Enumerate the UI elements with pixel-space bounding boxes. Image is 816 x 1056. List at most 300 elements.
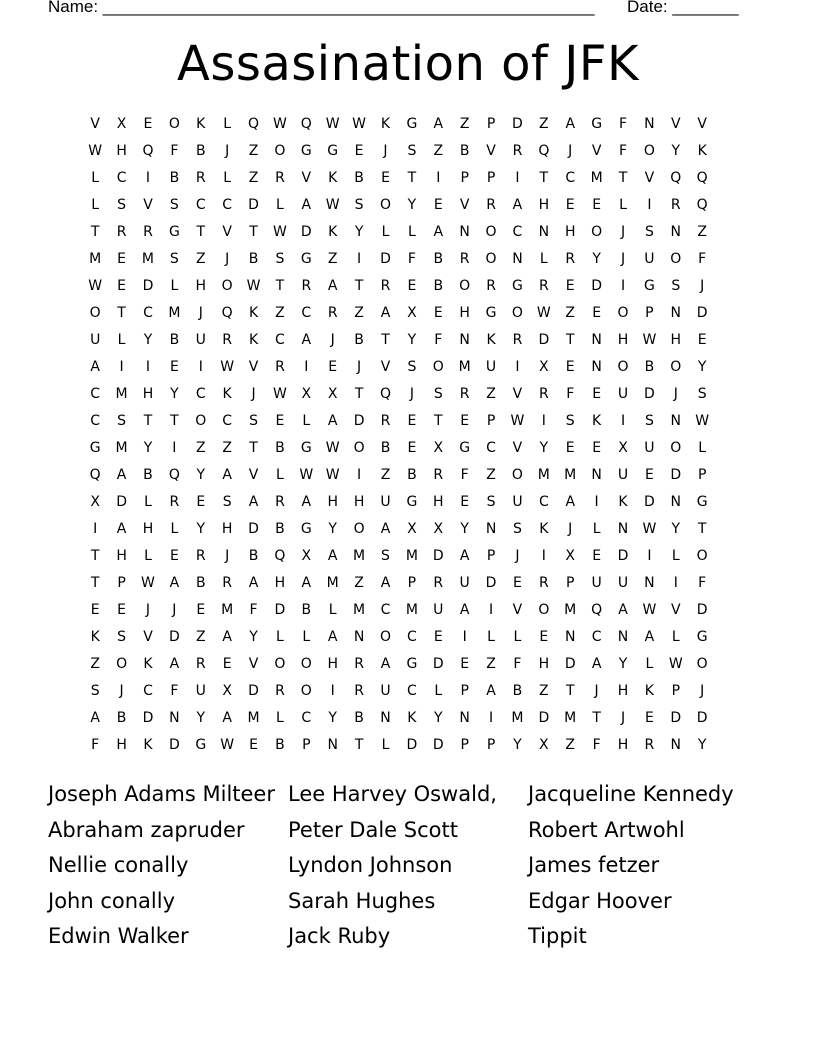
- grid-letter: P: [671, 683, 681, 699]
- grid-letter: K: [143, 656, 153, 672]
- grid-letter: D: [696, 305, 708, 321]
- grid-letter: Z: [697, 224, 707, 240]
- grid-letter: L: [91, 197, 100, 213]
- grid-letter: M: [168, 305, 181, 321]
- grid-row: [82, 165, 742, 192]
- grid-letter: R: [222, 575, 233, 591]
- grid-letter: C: [591, 629, 602, 645]
- grid-letter: T: [354, 278, 364, 294]
- grid-letter: R: [275, 683, 285, 699]
- grid-letter: K: [328, 170, 338, 186]
- grid-row: [82, 570, 742, 597]
- grid-letter: O: [353, 440, 365, 456]
- grid-letter: W: [642, 521, 657, 537]
- grid-letter: E: [433, 197, 443, 213]
- grid-letter: N: [644, 116, 655, 132]
- grid-letter: Y: [618, 656, 628, 672]
- grid-letter: J: [515, 548, 520, 564]
- grid-letter: H: [142, 521, 154, 537]
- grid-letter: J: [251, 386, 256, 402]
- grid-letter: H: [538, 197, 550, 213]
- grid-letter: O: [459, 278, 471, 294]
- grid-letter: F: [460, 467, 469, 483]
- word-list-item: Robert Artwohl: [528, 817, 685, 842]
- grid-letter: E: [644, 467, 654, 483]
- grid-letter: O: [617, 305, 629, 321]
- grid-letter: R: [275, 494, 285, 510]
- grid-row: [82, 327, 742, 354]
- grid-letter: T: [354, 737, 364, 753]
- grid-row: [82, 516, 742, 543]
- grid-letter: O: [274, 656, 286, 672]
- grid-letter: Q: [274, 548, 286, 564]
- grid-letter: N: [644, 575, 655, 591]
- grid-letter: Y: [354, 224, 364, 240]
- grid-letter: A: [459, 548, 470, 564]
- grid-letter: U: [380, 683, 391, 699]
- grid-letter: M: [141, 251, 155, 267]
- grid-letter: H: [617, 683, 629, 699]
- grid-letter: I: [172, 440, 177, 456]
- grid-letter: T: [354, 386, 364, 402]
- word-list-item: Lyndon Johnson: [288, 853, 453, 877]
- grid-letter: Z: [565, 737, 576, 753]
- grid-letter: A: [591, 656, 602, 672]
- grid-row: [82, 246, 742, 273]
- grid-letter: T: [565, 683, 575, 699]
- name-field: Name: ____________________________________________________: [48, 0, 595, 16]
- grid-letter: O: [300, 683, 312, 699]
- grid-letter: P: [486, 413, 496, 429]
- grid-letter: S: [486, 494, 496, 510]
- grid-letter: W: [141, 575, 155, 591]
- grid-letter: K: [328, 224, 338, 240]
- grid-letter: Y: [671, 143, 681, 159]
- grid-letter: H: [327, 494, 338, 510]
- grid-letter: B: [143, 467, 153, 483]
- grid-letter: C: [222, 413, 233, 429]
- grid-letter: O: [353, 521, 365, 537]
- word-list-item: Jack Ruby: [288, 924, 391, 948]
- grid-letter: P: [407, 575, 417, 591]
- grid-row: [82, 111, 742, 138]
- grid-letter: R: [486, 278, 496, 294]
- grid-letter: B: [354, 710, 364, 726]
- grid-letter: V: [222, 224, 232, 240]
- grid-letter: F: [434, 332, 443, 348]
- grid-letter: O: [300, 656, 312, 672]
- grid-row: [82, 381, 742, 408]
- grid-letter: N: [617, 629, 629, 645]
- grid-letter: R: [565, 251, 576, 267]
- grid-letter: E: [513, 575, 522, 591]
- grid-row: [82, 435, 742, 462]
- grid-letter: O: [485, 251, 497, 267]
- grid-letter: A: [512, 197, 523, 213]
- grid-letter: O: [538, 602, 550, 618]
- grid-row: [82, 732, 742, 759]
- grid-letter: P: [460, 683, 469, 699]
- grid-letter: H: [327, 656, 338, 672]
- grid-letter: A: [222, 710, 232, 726]
- grid-letter: R: [275, 359, 285, 375]
- grid-letter: L: [91, 170, 100, 186]
- grid-letter: U: [195, 683, 206, 699]
- grid-letter: Y: [671, 521, 681, 537]
- grid-letter: L: [223, 116, 232, 132]
- grid-letter: T: [275, 278, 285, 294]
- grid-letter: K: [618, 494, 628, 510]
- grid-letter: E: [169, 548, 179, 564]
- grid-letter: R: [301, 278, 312, 294]
- grid-letter: D: [380, 251, 391, 267]
- word-list-item: Tippit: [528, 924, 587, 948]
- grid-letter: F: [698, 251, 707, 267]
- grid-letter: G: [300, 440, 312, 456]
- grid-letter: G: [696, 629, 708, 645]
- grid-letter: F: [170, 683, 179, 699]
- grid-letter: D: [432, 656, 444, 672]
- grid-letter: T: [539, 170, 549, 186]
- grid-letter: H: [353, 494, 365, 510]
- grid-letter: H: [670, 332, 682, 348]
- grid-letter: N: [670, 305, 682, 321]
- grid-letter: A: [380, 656, 391, 672]
- grid-letter: J: [198, 305, 203, 321]
- grid-letter: J: [620, 251, 626, 267]
- grid-letter: Q: [696, 170, 708, 186]
- grid-letter: V: [671, 116, 681, 132]
- grid-letter: D: [644, 386, 655, 402]
- grid-letter: A: [433, 116, 444, 132]
- grid-letter: S: [354, 197, 364, 213]
- grid-letter: X: [618, 440, 628, 456]
- grid-letter: V: [512, 386, 523, 402]
- grid-letter: Z: [433, 143, 444, 159]
- grid-letter: Q: [300, 116, 312, 132]
- grid-letter: N: [670, 737, 682, 753]
- grid-letter: E: [407, 278, 417, 294]
- grid-letter: V: [459, 197, 470, 213]
- grid-letter: Q: [379, 386, 391, 402]
- grid-letter: M: [326, 575, 339, 591]
- grid-letter: I: [620, 413, 626, 429]
- grid-letter: T: [592, 710, 601, 726]
- grid-letter: Z: [539, 116, 549, 132]
- grid-letter: E: [592, 386, 602, 402]
- grid-letter: L: [302, 629, 311, 645]
- grid-letter: A: [486, 683, 496, 699]
- grid-letter: K: [248, 305, 259, 321]
- grid-letter: M: [590, 170, 603, 186]
- grid-letter: S: [407, 143, 417, 159]
- grid-letter: D: [696, 602, 708, 618]
- grid-letter: W: [325, 467, 340, 483]
- grid-letter: M: [405, 602, 418, 618]
- grid-letter: J: [119, 683, 124, 699]
- grid-letter: J: [357, 359, 362, 375]
- grid-letter: D: [300, 224, 312, 240]
- grid-letter: H: [195, 278, 207, 294]
- grid-letter: N: [169, 710, 180, 726]
- grid-letter: C: [380, 602, 391, 618]
- grid-letter: Q: [89, 467, 101, 483]
- grid-letter: R: [116, 224, 127, 240]
- grid-letter: L: [276, 629, 284, 645]
- grid-letter: L: [645, 656, 654, 672]
- grid-letter: U: [512, 494, 523, 510]
- grid-letter: S: [117, 413, 127, 429]
- grid-letter: A: [644, 629, 655, 645]
- grid-letter: L: [117, 332, 126, 348]
- grid-letter: I: [462, 629, 467, 645]
- word-list-item: Nellie conally: [48, 853, 189, 877]
- grid-letter: V: [90, 116, 100, 132]
- grid-letter: W: [88, 143, 103, 159]
- grid-letter: E: [117, 278, 127, 294]
- grid-letter: Y: [143, 332, 153, 348]
- grid-letter: C: [275, 332, 285, 348]
- grid-letter: E: [196, 494, 206, 510]
- word-list-item: Edgar Hoover: [528, 888, 672, 913]
- grid-letter: Q: [591, 602, 603, 618]
- grid-letter: T: [697, 521, 707, 537]
- grid-letter: K: [196, 116, 206, 132]
- grid-letter: A: [169, 656, 180, 672]
- grid-letter: I: [93, 521, 98, 537]
- grid-letter: T: [618, 170, 628, 186]
- grid-letter: R: [433, 467, 444, 483]
- grid-letter: Q: [168, 467, 180, 483]
- grid-letter: V: [301, 170, 312, 186]
- grid-letter: O: [168, 116, 180, 132]
- grid-letter: I: [515, 170, 520, 186]
- grid-letter: E: [697, 332, 707, 348]
- grid-letter: M: [115, 440, 128, 456]
- grid-letter: L: [381, 224, 390, 240]
- grid-letter: T: [143, 413, 153, 429]
- grid-letter: F: [592, 737, 601, 753]
- grid-letter: L: [276, 197, 284, 213]
- grid-letter: L: [170, 521, 179, 537]
- grid-letter: R: [670, 197, 681, 213]
- grid-letter: S: [697, 386, 707, 402]
- grid-letter: S: [90, 683, 100, 699]
- grid-letter: G: [643, 278, 655, 294]
- grid-letter: T: [117, 305, 126, 321]
- grid-letter: N: [591, 332, 602, 348]
- grid-row: [82, 138, 742, 165]
- grid-letter: R: [195, 170, 206, 186]
- grid-letter: M: [564, 710, 577, 726]
- grid-letter: R: [512, 332, 523, 348]
- grid-letter: M: [247, 710, 260, 726]
- grid-letter: U: [90, 332, 101, 348]
- grid-letter: D: [353, 413, 365, 429]
- grid-letter: B: [275, 737, 285, 753]
- grid-letter: A: [618, 602, 628, 618]
- grid-letter: M: [115, 386, 128, 402]
- grid-letter: D: [116, 494, 127, 510]
- word-list-item: Sarah Hughes: [288, 888, 436, 913]
- grid-letter: E: [592, 440, 602, 456]
- grid-letter: I: [620, 278, 626, 294]
- grid-letter: D: [274, 602, 286, 618]
- grid-letter: V: [486, 143, 496, 159]
- grid-letter: X: [301, 548, 312, 564]
- grid-letter: O: [511, 305, 523, 321]
- grid-letter: R: [538, 575, 549, 591]
- grid-letter: P: [486, 170, 496, 186]
- grid-letter: K: [248, 332, 259, 348]
- grid-letter: P: [460, 737, 469, 753]
- word-list-item: John conally: [48, 888, 176, 913]
- grid-letter: O: [670, 251, 682, 267]
- grid-letter: G: [300, 521, 312, 537]
- grid-letter: L: [223, 170, 232, 186]
- grid-letter: Q: [221, 305, 233, 321]
- grid-letter: Q: [670, 170, 682, 186]
- grid-letter: P: [645, 305, 654, 321]
- grid-letter: A: [565, 494, 576, 510]
- grid-letter: K: [143, 737, 153, 753]
- grid-letter: D: [591, 278, 602, 294]
- grid-letter: M: [221, 602, 234, 618]
- grid-letter: Z: [486, 656, 496, 672]
- grid-letter: T: [196, 224, 206, 240]
- grid-letter: U: [485, 359, 497, 375]
- grid-letter: I: [515, 359, 520, 375]
- grid-letter: W: [220, 737, 235, 753]
- grid-letter: R: [459, 386, 470, 402]
- grid-letter: A: [380, 305, 391, 321]
- grid-letter: N: [564, 629, 576, 645]
- grid-letter: A: [380, 521, 391, 537]
- grid-letter: E: [433, 629, 443, 645]
- grid-letter: J: [172, 602, 177, 618]
- grid-letter: Y: [407, 332, 417, 348]
- grid-letter: R: [644, 737, 655, 753]
- grid-letter: B: [275, 440, 285, 456]
- grid-row: [82, 462, 742, 489]
- grid-letter: H: [116, 737, 127, 753]
- grid-letter: A: [248, 575, 259, 591]
- grid-letter: R: [538, 386, 549, 402]
- grid-letter: X: [433, 521, 444, 537]
- grid-letter: X: [407, 305, 417, 321]
- grid-letter: R: [380, 278, 391, 294]
- grid-letter: J: [225, 548, 230, 564]
- grid-letter: O: [670, 359, 682, 375]
- word-list-column: [288, 777, 528, 955]
- grid-letter: I: [541, 413, 546, 429]
- grid-letter: V: [512, 440, 523, 456]
- grid-letter: S: [407, 359, 417, 375]
- grid-letter: L: [302, 413, 311, 429]
- grid-letter: E: [222, 656, 232, 672]
- grid-letter: O: [696, 548, 708, 564]
- grid-letter: F: [91, 737, 100, 753]
- grid-letter: X: [301, 386, 312, 402]
- word-list-item: James fetzer: [528, 853, 660, 877]
- grid-letter: A: [327, 548, 338, 564]
- grid-letter: F: [513, 656, 522, 672]
- grid-letter: G: [327, 143, 339, 159]
- grid-letter: T: [381, 332, 390, 348]
- grid-letter: N: [459, 224, 470, 240]
- grid-letter: W: [642, 332, 657, 348]
- grid-letter: Q: [696, 197, 708, 213]
- grid-letter: F: [618, 116, 628, 132]
- grid-letter: J: [620, 710, 626, 726]
- grid-letter: L: [671, 629, 680, 645]
- grid-letter: F: [170, 143, 179, 159]
- grid-letter: W: [299, 467, 314, 483]
- grid-letter: L: [619, 197, 627, 213]
- grid-letter: Z: [275, 305, 285, 321]
- grid-letter: J: [225, 251, 230, 267]
- grid-letter: U: [459, 575, 470, 591]
- grid-letter: X: [327, 386, 338, 402]
- grid-letter: I: [145, 359, 151, 375]
- grid-letter: R: [486, 197, 496, 213]
- grid-letter: C: [116, 170, 127, 186]
- grid-letter: M: [511, 710, 524, 726]
- grid-letter: F: [698, 575, 707, 591]
- grid-letter: S: [644, 413, 654, 429]
- grid-letter: E: [196, 602, 206, 618]
- grid-letter: D: [564, 656, 576, 672]
- grid-letter: T: [407, 170, 417, 186]
- grid-letter: G: [485, 305, 497, 321]
- grid-letter: D: [512, 116, 523, 132]
- grid-letter: S: [671, 278, 681, 294]
- grid-letter: E: [565, 278, 575, 294]
- grid-letter: Z: [486, 467, 496, 483]
- grid-letter: H: [459, 305, 470, 321]
- grid-letter: D: [406, 737, 418, 753]
- grid-letter: D: [432, 548, 444, 564]
- grid-letter: E: [249, 737, 258, 753]
- grid-letter: E: [117, 251, 127, 267]
- grid-letter: W: [88, 278, 103, 294]
- grid-letter: B: [301, 602, 312, 618]
- grid-letter: Y: [328, 710, 337, 726]
- grid-letter: J: [145, 602, 151, 618]
- grid-letter: G: [406, 656, 418, 672]
- grid-letter: D: [432, 737, 444, 753]
- grid-letter: X: [433, 440, 444, 456]
- grid-letter: B: [433, 278, 444, 294]
- grid-letter: E: [539, 629, 549, 645]
- grid-letter: R: [354, 656, 364, 672]
- grid-row: [82, 651, 742, 678]
- grid-letter: P: [697, 467, 707, 483]
- grid-letter: L: [434, 683, 443, 699]
- grid-letter: S: [117, 629, 127, 645]
- grid-letter: L: [513, 629, 522, 645]
- grid-letter: W: [273, 224, 287, 240]
- grid-letter: D: [485, 575, 497, 591]
- grid-letter: M: [353, 548, 366, 564]
- grid-letter: Z: [354, 575, 364, 591]
- grid-letter: G: [591, 116, 603, 132]
- grid-letter: D: [670, 467, 682, 483]
- grid-letter: C: [406, 629, 417, 645]
- grid-letter: N: [591, 467, 602, 483]
- grid-letter: Z: [195, 251, 206, 267]
- grid-letter: E: [592, 548, 602, 564]
